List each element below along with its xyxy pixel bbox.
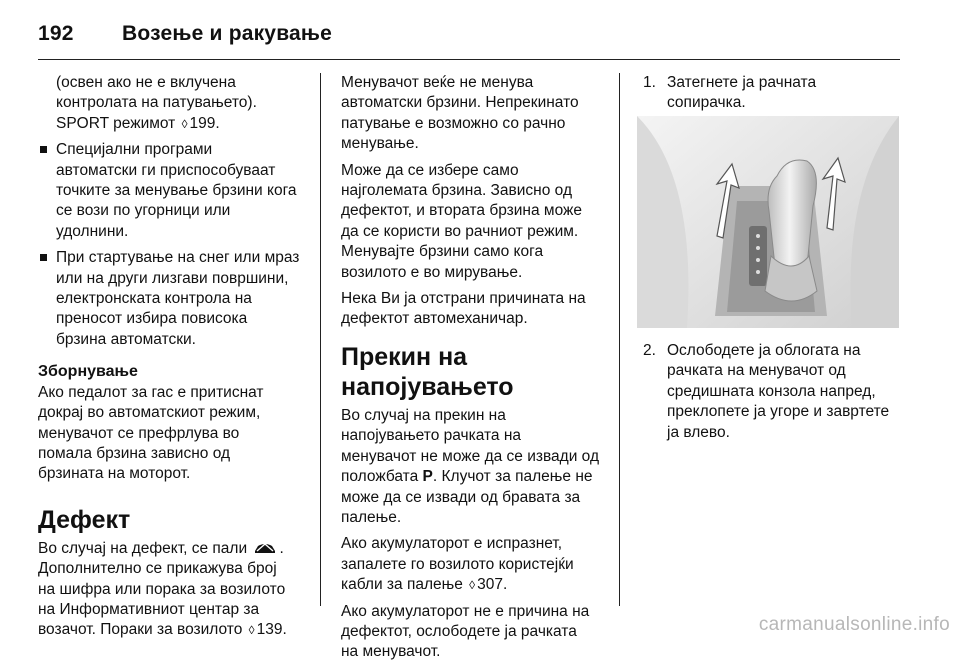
paragraph: Ако акумулаторот е испразнет, запалете го возилото користејќи кабли за палење ◊ 307. (341, 534, 613, 595)
page-ref-icon: ◊ (248, 623, 255, 638)
step-2: 2. Ослободете ја облогата на рачката на менувачот од средишната конзола напред, преклопете ја угоре и завртете ја влево. (643, 342, 890, 441)
gear-lever-drawing (637, 116, 899, 328)
paragraph: Нека Ви ја отстрани причината на дефектот автомеханичар. (341, 290, 586, 328)
bullet-item: Специјални програми автоматски ги приспособуваат точките за менување брзини кога се вози по угорници или удолнини. (38, 140, 313, 242)
paragraph: Менувачот веќе не менува автоматски брзини. Непрекинато патување е возможно со рачно менување. (341, 74, 579, 153)
step-1: 1. Затегнете ја рачната сопирачка. (643, 74, 817, 112)
page-ref-icon: ◊ (469, 578, 476, 593)
paragraph: Ако акумулаторот не е причина на дефектот, ослободете ја рачката на менувачот. (341, 602, 590, 661)
header-rule (38, 59, 900, 60)
section-title: Возење и ракување (122, 22, 333, 45)
column-3-lower (643, 341, 900, 443)
column-1 (38, 73, 313, 641)
kickdown-text: Ако педалот за гас е притиснат докрај во автоматскиот режим, менувачот се префрлува во помала брзина зависно од брзината на моторот. (38, 383, 264, 483)
column-divider (619, 73, 620, 606)
paragraph: Во случај на прекин на напојувањето рачката на менувачот не може да се извади од положбата P. Клучот за палење не може да се извади од бравата за палење. (341, 406, 599, 526)
page-header (38, 22, 332, 46)
paragraph: Може да се избере само најголемата брзина. Зависно од дефектот, и втората брзина може да се користи во рачниот режим. Менувајте брзини само кога возилото е во мирување. (341, 161, 583, 281)
column-3 (643, 73, 900, 114)
page-ref[interactable]: 307. (477, 576, 508, 594)
kickdown-heading: Зборнување (38, 363, 138, 381)
interrupt-heading: Прекин на напојувањето (341, 342, 514, 401)
fault-heading: Дефект (38, 505, 131, 534)
watermark: carmanualsonline.info (758, 614, 950, 635)
transmission-warning-icon (254, 542, 276, 555)
page-ref[interactable]: 139. (256, 621, 287, 639)
bullet-item: При стартување на снег или мраз или на други лизгави површини, електронската контрола на преносот избира повисока брзина автоматски. (38, 248, 313, 350)
page-number: 192 (38, 22, 74, 45)
intro-text: (освен ако не е вклучена контролата на патувањето). SPORT режимот ◊ 199. (38, 73, 313, 134)
column-divider (320, 73, 321, 606)
gear-lever-illustration (637, 116, 899, 328)
gear-position-p: P (422, 468, 433, 486)
page-ref[interactable]: 199. (189, 114, 220, 132)
fault-text: Во случај на дефект, се пали . Дополнително се прикажува број на шифра или порака за возилото на Информативниот центар за возачот. Пораки за возилото ◊ 139. (38, 539, 313, 641)
column-2 (341, 73, 613, 669)
page-ref-icon: ◊ (181, 116, 188, 131)
